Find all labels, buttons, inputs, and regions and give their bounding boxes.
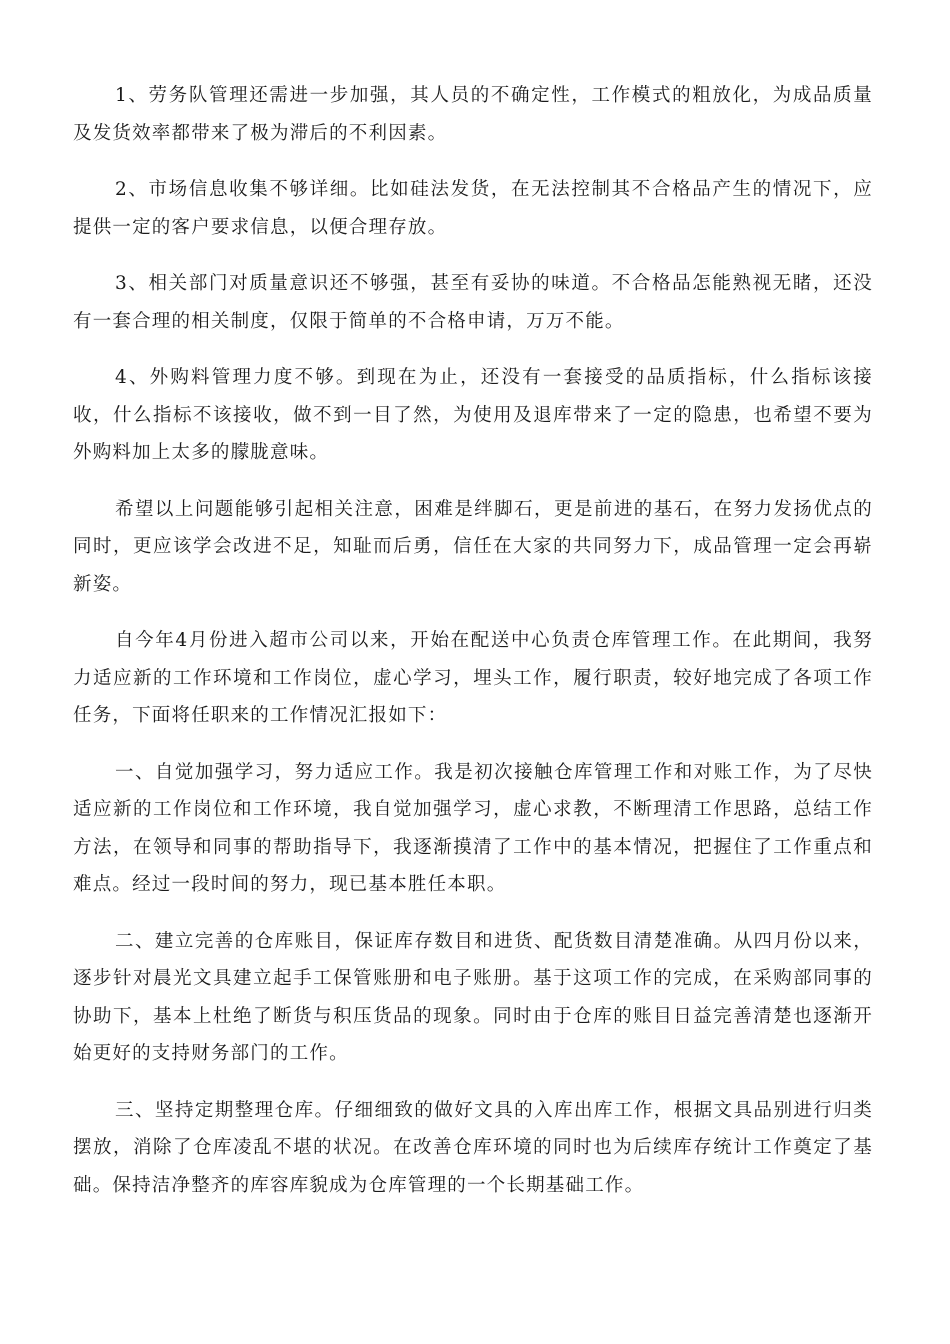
paragraph-issue-1: 1、劳务队管理还需进一步加强，其人员的不确定性，工作模式的粗放化，为成品质量及发货效率都带来了极为滞后的不利因素。 (73, 85, 873, 144)
paragraph-report-intro: 自今年4月份进入超市公司以来，开始在配送中心负责仓库管理工作。在此期间，我努力适应新的工作环境和工作岗位，虚心学习，埋头工作，履行职责，较好地完成了各项工作任务，下面将任职来的工作情况汇报如下： (73, 630, 873, 726)
document-page (73, 77, 873, 1223)
paragraph-issue-2: 2、市场信息收集不够详细。比如硅法发货，在无法控制其不合格品产生的情况下，应提供一定的客户要求信息，以便合理存放。 (73, 179, 873, 238)
paragraph-conclusion: 希望以上问题能够引起相关注意，困难是绊脚石，更是前进的基石，在努力发扬优点的同时，更应该学会改进不足，知耻而后勇，信任在大家的共同努力下，成品管理一定会再崭新姿。 (73, 498, 873, 595)
paragraph-issue-3: 3、相关部门对质量意识还不够强，甚至有妥协的味道。不合格品怎能熟视无睹，还没有一套合理的相关制度，仅限于简单的不合格申请，万万不能。 (73, 273, 873, 332)
paragraph-section-3: 三、坚持定期整理仓库。仔细细致的做好文具的入库出库工作，根据文具品别进行归类摆放，消除了仓库凌乱不堪的状况。在改善仓库环境的同时也为后续库存统计工作奠定了基础。保持洁净整齐的库容库貌成为仓库管理的一个长期基础工作。 (73, 1099, 873, 1196)
paragraph-section-1: 一、自觉加强学习，努力适应工作。我是初次接触仓库管理工作和对账工作，为了尽快适应新的工作岗位和工作环境，我自觉加强学习，虚心求教，不断理清工作思路，总结工作方法，在领导和同事的帮助指导下，我逐渐摸清了工作中的基本情况，把握住了工作重点和难点。经过一段时间的努力，现已基本胜任本职。 (73, 761, 873, 895)
paragraph-issue-4: 4、外购料管理力度不够。到现在为止，还没有一套接受的品质指标，什么指标该接收，什么指标不该接收，做不到一目了然，为使用及退库带来了一定的隐患，也希望不要为外购料加上太多的朦胧意味。 (73, 367, 873, 463)
paragraph-section-2: 二、建立完善的仓库账目，保证库存数目和进货、配货数目清楚准确。从四月份以来，逐步针对晨光文具建立起手工保管账册和电子账册。基于这项工作的完成，在采购部同事的协助下，基本上杜绝了断货与积压货品的现象。同时由于仓库的账目日益完善清楚也逐渐开始更好的支持财务部门的工作。 (73, 930, 873, 1064)
